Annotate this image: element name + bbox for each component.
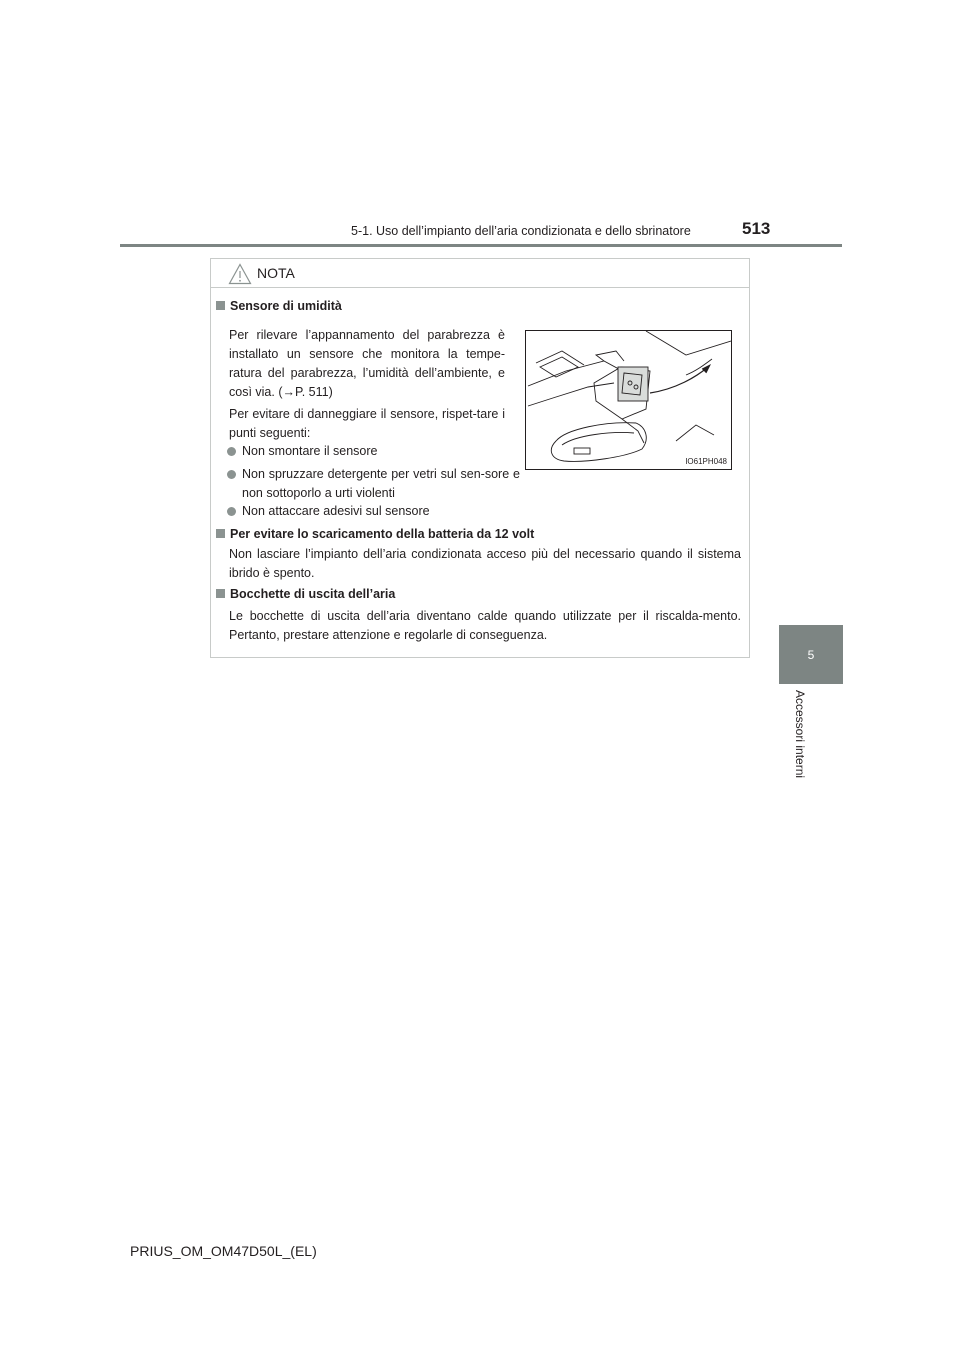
vents-text: Le bocchette di uscita dell’aria diventano calde quando utilizzate per il riscalda-mento. Pertanto, prestare attenzione e regolarle di conseguenza. xyxy=(229,609,741,642)
chapter-tab xyxy=(779,625,843,684)
note-header xyxy=(211,259,749,288)
header-rule xyxy=(120,244,842,247)
square-bullet-icon xyxy=(216,589,225,598)
figure-code: IO61PH048 xyxy=(685,457,727,466)
list-item: Non spruzzare detergente per vetri sul sen-sore e non sottoporlo a urti violenti xyxy=(227,465,520,503)
humidity-sensor-heading: Sensore di umidità xyxy=(216,299,342,313)
humidity-paragraph-1: Per rilevare l’appannamento del parabrezza è installato un sensore che monitora la tempe-ratura del parabrezza, l’umidità dell’ambiente, e così via. (→P. 511) xyxy=(229,328,505,399)
battery-heading: Per evitare lo scaricamento della batteria da 12 volt xyxy=(216,527,534,541)
list-item: Non attaccare adesivi sul sensore xyxy=(227,502,520,521)
battery-text: Non lasciare l’impianto dell’aria condizionata acceso più del necessario quando il sistema ibrido è spento. xyxy=(229,547,741,580)
document-code: PRIUS_OM_OM47D50L_(EL) xyxy=(130,1243,317,1259)
list-item: Non smontare il sensore xyxy=(227,442,520,461)
square-bullet-icon xyxy=(216,529,225,538)
note-title: NOTA xyxy=(257,265,295,281)
warning-icon xyxy=(228,263,252,285)
page-number: 513 xyxy=(742,219,771,238)
round-bullet-icon xyxy=(227,470,236,479)
square-bullet-icon xyxy=(216,301,225,310)
round-bullet-icon xyxy=(227,447,236,456)
rearview-mirror-sensor-drawing xyxy=(526,331,731,469)
round-bullet-icon xyxy=(227,507,236,516)
chapter-number: 5 xyxy=(807,647,815,662)
chapter-label: Accessori interni xyxy=(793,690,807,779)
section-title: 5-1. Uso dell’impianto dell’aria condizionata e dello sbrinatore xyxy=(351,224,691,238)
vents-heading: Bocchette di uscita dell’aria xyxy=(216,587,395,601)
humidity-paragraph-2: Per evitare di danneggiare il sensore, rispet-tare i punti seguenti: xyxy=(229,407,505,440)
sensor-illustration xyxy=(525,330,732,470)
